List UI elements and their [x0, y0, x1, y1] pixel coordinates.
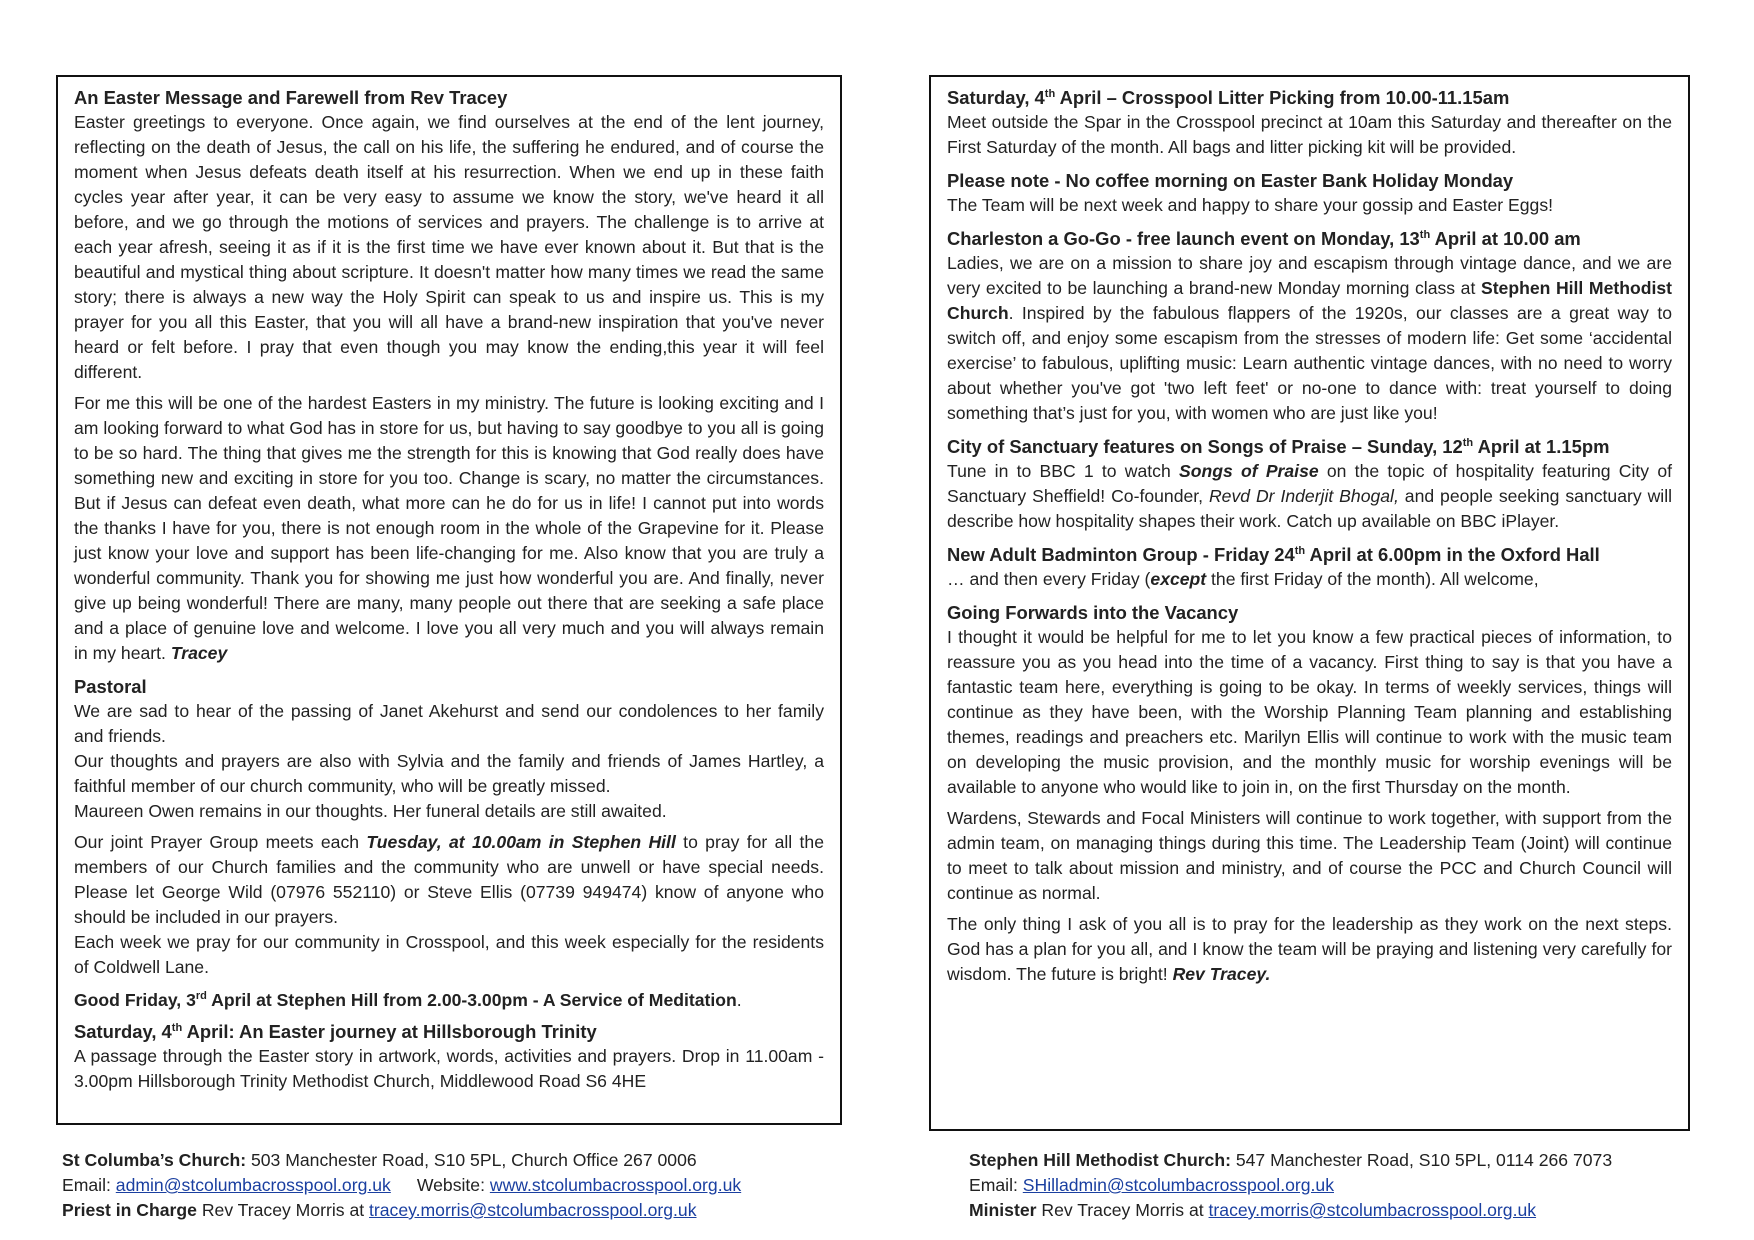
stephen-hill-email-line: [969, 1173, 1612, 1198]
good-friday-period: .: [736, 990, 742, 1010]
badminton-except: except: [1150, 569, 1207, 589]
charleston-section: [947, 226, 1672, 426]
hillsborough-heading-pre: Saturday, 4: [74, 1021, 172, 1042]
priest-line: [62, 1198, 741, 1223]
stephen-hill-address: 547 Manchester Road, S10 5PL, 0114 266 7073: [1230, 1150, 1613, 1170]
badminton-body-3: the first Friday of the month). All welcome,: [1206, 569, 1539, 589]
songs-of-praise-title: Songs of Praise: [1179, 461, 1319, 481]
sanctuary-body-1: Tune in to BBC 1 to watch: [947, 461, 1179, 481]
charleston-body: [947, 251, 1672, 426]
charleston-heading-pre: Charleston a Go-Go - free launch event on Monday, 13: [947, 228, 1420, 249]
easter-message-section: [74, 85, 824, 666]
pastoral-hartley-text: Our thoughts and prayers are also with Sylvia and the family and friends of James Hartley, a faithful member of our church community, who will be greatly missed.: [74, 751, 824, 796]
vacancy-paragraph-1: I thought it would be helpful for me to let you know a few practical pieces of information, to reassure you as you head into the time of a vacancy. First thing to say is that you have a fantastic team here, everything is going to be okay. In terms of weekly services, things will continue as they have been, with the Worship Planning Team planning and establishing themes, readings and preachers etc. Marilyn Ellis will continue to work with the music team on developing the music provision, and the monthly music for worship evenings will be available to anyone who would like to join in, on the first Thursday on the month.: [947, 627, 1672, 797]
st-columba-contact-footer: [62, 1148, 741, 1223]
hillsborough-heading-post: April: An Easter journey at Hillsborough Trinity: [182, 1021, 597, 1042]
hillsborough-body: A passage through the Easter story in artwork, words, activities and prayers. Drop in 11.00am - 3.00pm Hillsborough Trinity Methodist Church, Middlewood Road S6 4HE: [74, 1046, 824, 1091]
left-newsletter-panel: [56, 75, 842, 1125]
litter-picking-body: Meet outside the Spar in the Crosspool precinct at 10am this Saturday and thereafter on the First Saturday of the month. All bags and litter picking kit will be provided.: [947, 112, 1672, 157]
stephen-hill-label: Stephen Hill Methodist Church:: [969, 1150, 1231, 1170]
good-friday-sup: rd: [195, 990, 207, 1003]
sanctuary-heading-post: April at 1.15pm: [1473, 436, 1610, 457]
good-friday-heading: [74, 988, 824, 1013]
charleston-body-post: . Inspired by the fabulous flappers of the 1920s, our classes are a great way to switch off, and enjoy some escapism from the stresses of modern life: Get some ‘accidental exercise’ to fabulous, uplifting music: Learn authentic vintage dances, with no need to worry about whether you've got 'two left feet' or no-one to dance with: treat yourself to doing something that’s just for you, with women who are just like you!: [947, 303, 1672, 423]
minister-text: Rev Tracey Morris at: [1036, 1200, 1209, 1220]
sanctuary-body-5: and people seeking sanctuary will describe how hospitality shapes their work. Catch up available on BBC iPlayer.: [947, 486, 1673, 531]
right-newsletter-panel: [929, 75, 1690, 1131]
vacancy-section: [947, 600, 1672, 987]
easter-message-paragraph-2: [74, 391, 824, 666]
badminton-body: [947, 567, 1672, 592]
charleston-sup: th: [1419, 228, 1431, 241]
vacancy-paragraph-2: Wardens, Stewards and Focal Ministers will continue to work together, with support from the admin team, on managing things during this time. The Leadership Team (Joint) will continue to meet to talk about mission and ministry, and of course the PCC and Church Council will continue as normal.: [947, 808, 1672, 903]
litter-picking-heading: [947, 85, 1672, 110]
stephen-hill-email-label: Email:: [969, 1175, 1023, 1195]
website-link[interactable]: www.stcolumbacrosspool.org.uk: [489, 1175, 742, 1195]
minister-line: [969, 1198, 1612, 1223]
vacancy-signature: Rev Tracey.: [1172, 964, 1271, 984]
prayer-group-text-post: to pray for all the members of our Church families and the community who are unwell or have special needs. Please let George Wild (07976 552110) or Steve Ellis (07739 949474) know of anyone who should be included in our prayers.: [74, 832, 824, 927]
prayer-group-text-pre: Our joint Prayer Group meets each: [74, 832, 367, 852]
pastoral-condolence-text: We are sad to hear of the passing of Janet Akehurst and send our condolences to her family and friends.: [74, 701, 824, 746]
st-columba-email-line: [62, 1173, 741, 1198]
litter-picking-heading-pre: Saturday, 4: [947, 87, 1045, 108]
charleston-venue: Stephen Hill Methodist Church: [947, 278, 1672, 323]
pastoral-section: [74, 674, 824, 980]
badminton-body-1: … and then every Friday (: [947, 569, 1151, 589]
priest-text: Rev Tracey Morris at: [196, 1200, 370, 1220]
st-columba-email-label: Email:: [62, 1175, 116, 1195]
litter-picking-section: [947, 85, 1672, 160]
hillsborough-heading: [74, 1019, 824, 1044]
stephen-hill-contact-footer: [969, 1148, 1612, 1223]
badminton-heading-post: April at 6.00pm in the Oxford Hall: [1305, 544, 1600, 565]
priest-label: Priest in Charge: [62, 1200, 197, 1220]
pastoral-heading: Pastoral: [74, 676, 147, 697]
easter-message-heading: An Easter Message and Farewell from Rev Tracey: [74, 87, 508, 108]
good-friday-heading-pre: Good Friday, 3: [74, 990, 196, 1010]
vacancy-paragraph-3-text: The only thing I ask of you all is to pray for the leadership as they work on the next steps. God has a plan for you all, and I know the team will be praying and listening very carefully for wisdom. The future is bright!: [947, 914, 1672, 984]
stephen-hill-email-link[interactable]: SHilladmin@stcolumbacrosspool.org.uk: [1022, 1175, 1334, 1195]
coffee-morning-body: The Team will be next week and happy to share your gossip and Easter Eggs!: [947, 195, 1554, 215]
good-friday-heading-post: April at Stephen Hill from 2.00-3.00pm - A Service of Meditation: [206, 990, 737, 1010]
minister-label: Minister: [969, 1200, 1037, 1220]
hillsborough-section: [74, 1019, 824, 1094]
minister-email-link[interactable]: tracey.morris@stcolumbacrosspool.org.uk: [1208, 1200, 1537, 1220]
sanctuary-section: [947, 434, 1672, 534]
badminton-sup: th: [1294, 544, 1306, 557]
sanctuary-sup: th: [1462, 436, 1474, 449]
badminton-heading: [947, 542, 1672, 567]
easter-message-signature: Tracey: [170, 643, 228, 663]
charleston-heading-post: April at 10.00 am: [1430, 228, 1581, 249]
badminton-section: [947, 542, 1672, 592]
coffee-morning-section: [947, 168, 1672, 218]
sanctuary-body-3: on the topic of hospitality featuring City of Sanctuary Sheffield! Co-founder,: [947, 461, 1673, 506]
coffee-morning-heading: Please note - No coffee morning on Easter Bank Holiday Monday: [947, 170, 1514, 191]
sanctuary-heading-pre: City of Sanctuary features on Songs of Praise – Sunday, 12: [947, 436, 1463, 457]
badminton-heading-pre: New Adult Badminton Group - Friday 24: [947, 544, 1295, 565]
stephen-hill-address-line: [969, 1148, 1612, 1173]
cofounder-name: Revd Dr Inderjit Bhogal,: [1208, 486, 1399, 506]
pastoral-owen-text: Maureen Owen remains in our thoughts. Her funeral details are still awaited.: [74, 801, 667, 821]
hillsborough-sup: th: [171, 1021, 183, 1034]
easter-message-paragraph-2-text: For me this will be one of the hardest Easters in my ministry. The future is looking exciting and I am looking forward to what God has in store for us, but having to say goodbye to you all is going to be so hard. The thing that gives me the strength for this is knowing that God really does have something new and exciting in store for you too. Change is scary, no matter the circumstances. But if Jesus can defeat even death, what more can he do for us in life! I cannot put into words the thanks I have for you, there is not enough room in the whole of the Grapevine for it. Please just know your love and support has been life-changing for me. Also know that you are truly a wonderful community. Thank you for showing me just how wonderful you are. And finally, never give up being wonderful! There are many, many people out there that are seeking a safe place and a place of genuine love and welcome. I love you all very much and you will always remain in my heart.: [74, 393, 824, 663]
sanctuary-heading: [947, 434, 1672, 459]
vacancy-heading: Going Forwards into the Vacancy: [947, 602, 1239, 623]
litter-picking-heading-post: April – Crosspool Litter Picking from 10.00-11.15am: [1055, 87, 1510, 108]
prayer-group-time: Tuesday, at 10.00am in Stephen Hill: [366, 832, 676, 852]
charleston-body-pre: Ladies, we are on a mission to share joy and escapism through vintage dance, and we are very excited to be launching a brand-new Monday morning class at: [947, 253, 1672, 298]
st-columba-label: St Columba’s Church:: [62, 1150, 247, 1170]
st-columba-address-line: [62, 1148, 741, 1173]
vacancy-paragraph-3: [947, 912, 1672, 987]
priest-email-link[interactable]: tracey.morris@stcolumbacrosspool.org.uk: [369, 1200, 697, 1220]
litter-picking-sup: th: [1044, 87, 1056, 100]
community-prayer-text: Each week we pray for our community in Crosspool, and this week especially for the residents of Coldwell Lane.: [74, 932, 824, 977]
st-columba-email-link[interactable]: admin@stcolumbacrosspool.org.uk: [115, 1175, 391, 1195]
charleston-heading: [947, 226, 1672, 251]
website-label: Website:: [416, 1175, 490, 1195]
sanctuary-body: [947, 459, 1672, 534]
st-columba-address: 503 Manchester Road, S10 5PL, Church Office 267 0006: [246, 1150, 697, 1170]
easter-message-paragraph-1: Easter greetings to everyone. Once again, we find ourselves at the end of the lent journey, reflecting on the death of Jesus, the call on his life, the suffering he endured, and of course the moment when Jesus defeats death itself at his resurrection. When we end up in these faith cycles year after year, it can be very easy to assume we know the story, we've heard it all before, and we go through the motions of services and prayers. The challenge is to arrive at each year afresh, seeing it as if it is the first time we have ever known about it. But that is the beautiful and mystical thing about scripture. It doesn't matter how many times we read the same story; there is always a new way the Holy Spirit can speak to us and inspire us. This is my prayer for you all this Easter, that you will all have a brand-new inspiration that you've never heard or felt before. I pray that even though you may know the ending,this year it will feel different.: [74, 112, 824, 382]
prayer-group-text: [74, 830, 824, 930]
